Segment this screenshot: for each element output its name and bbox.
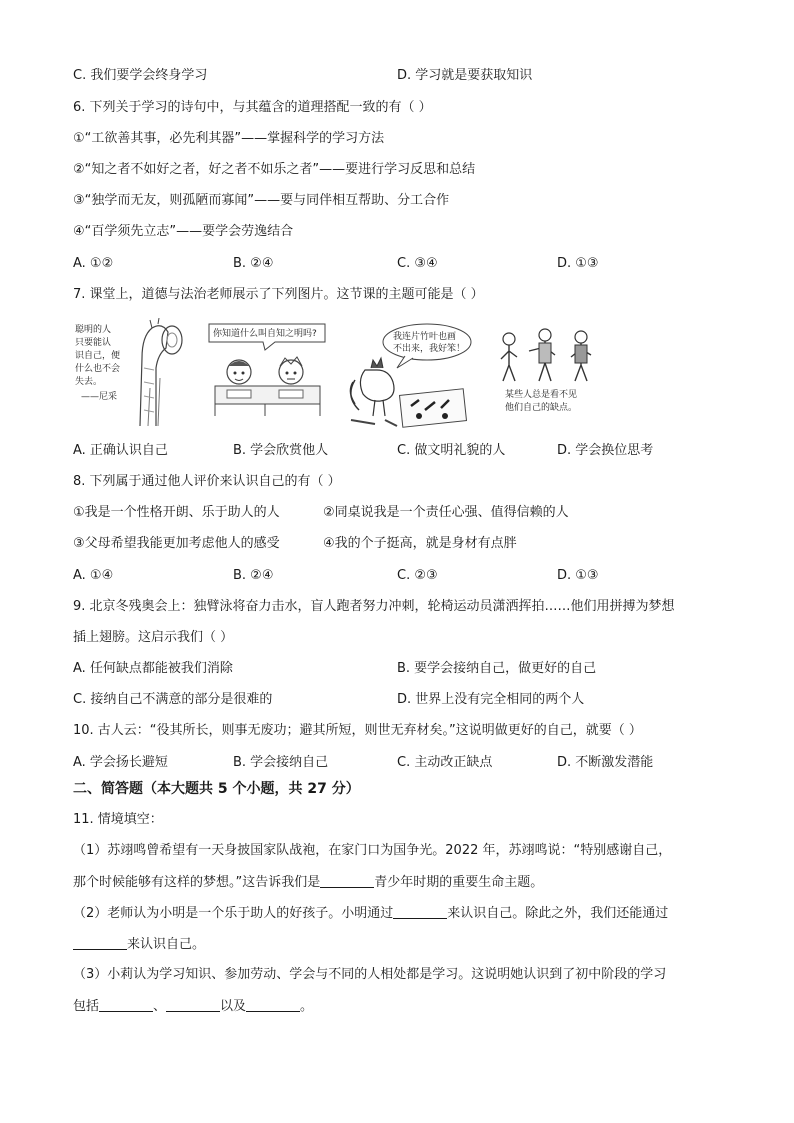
q9-option-b: B. 要学会接纳自己，做更好的自己 bbox=[397, 661, 597, 676]
q7-option-b: B. 学会欣赏他人 bbox=[233, 443, 329, 458]
q7-option-c: C. 做文明礼貌的人 bbox=[397, 443, 506, 458]
q11-blank-5[interactable] bbox=[166, 997, 220, 1012]
q7-option-d: D. 学会换位思考 bbox=[557, 443, 654, 458]
q7-stem: 7. 课堂上，道德与法治老师展示了下列图片。这节课的主题可能是（ ） bbox=[73, 287, 484, 302]
q6-option-c: C. ③④ bbox=[397, 256, 438, 271]
q5-option-d: D. 学习就是要获取知识 bbox=[397, 68, 533, 83]
q9-option-c: C. 接纳自己不满意的部分是很难的 bbox=[73, 692, 273, 707]
q11-blank-2[interactable] bbox=[393, 904, 447, 919]
q11-part3-separator: 、 bbox=[153, 999, 167, 1014]
q9-option-a: A. 任何缺点都能被我们消除 bbox=[73, 661, 233, 676]
q11-part1-text-a: 那个时候能够有这样的梦想。”这告诉我们是 bbox=[73, 875, 321, 890]
pic2-bubble-text: 你知道什么叫自知之明吗? bbox=[213, 329, 317, 339]
pic1-quote-line-5: 失去。 bbox=[75, 377, 103, 387]
q9-stem-line-2: 插上翅膀。这启示我们（ ） bbox=[73, 630, 234, 645]
q11-part1-line-1: （1）苏翊鸣曾希望有一天身披国家队战袍，在家门口为国争光。2022 年，苏翊鸣说：“特别感谢自己， bbox=[73, 843, 672, 858]
q11-part2-text-a: （2）老师认为小明是一个乐于助人的好孩子。小明通过 bbox=[73, 906, 394, 921]
q11-stem: 11. 情境填空： bbox=[73, 812, 163, 827]
q8-option-c: C. ②③ bbox=[397, 568, 438, 583]
pic3-bubble-line-1: 我连片竹叶也画 bbox=[393, 332, 457, 342]
q6-option-d: D. ①③ bbox=[557, 256, 599, 271]
q7-picture-4 bbox=[495, 325, 615, 425]
q10-option-a: A. 学会扬长避短 bbox=[73, 755, 168, 770]
section-2-title: 二、简答题（本大题共 5 个小题，共 27 分） bbox=[73, 781, 360, 797]
q11-part3-text-b: 以及 bbox=[220, 999, 247, 1014]
q6-stem: 6. 下列关于学习的诗句中，与其蕴含的道理搭配一致的有（ ） bbox=[73, 100, 432, 115]
q7-picture-1 bbox=[73, 318, 193, 428]
q11-blank-1[interactable] bbox=[320, 873, 374, 888]
q11-part2-line-2 bbox=[73, 935, 205, 954]
q11-blank-6[interactable] bbox=[246, 997, 300, 1012]
q8-option-b: B. ②④ bbox=[233, 568, 274, 583]
q6-item-3: ③“独学而无友，则孤陋而寡闻”——要与同伴相互帮助、分工合作 bbox=[73, 193, 450, 208]
pic1-quote-line-3: 识自己，便 bbox=[75, 351, 121, 361]
q11-blank-3[interactable] bbox=[73, 935, 127, 950]
pic1-quote-line-2: 只要能认 bbox=[75, 338, 112, 348]
q11-part1-line-2 bbox=[73, 873, 543, 892]
q6-item-1: ①“工欲善其事，必先利其器”——掌握科学的学习方法 bbox=[73, 131, 385, 146]
q10-option-d: D. 不断激发潜能 bbox=[557, 755, 654, 770]
q8-item-2: ②同桌说我是一个责任心强、值得信赖的人 bbox=[323, 505, 569, 520]
q11-part3-line-2 bbox=[73, 997, 313, 1016]
q11-part3-text-a: 包括 bbox=[73, 999, 100, 1014]
q10-stem: 10. 古人云：“役其所长，则事无废功；避其所短，则世无弃材矣。”这说明做更好的自己，就要（ ） bbox=[73, 723, 642, 738]
pic4-caption-line-2: 他们自己的缺点。 bbox=[505, 403, 578, 413]
q6-option-a: A. ①② bbox=[73, 256, 114, 271]
pic1-quote-author: ——尼采 bbox=[81, 392, 118, 402]
pic4-caption-line-1: 某些人总是看不见 bbox=[505, 390, 578, 400]
pic1-quote-line-4: 什么也不会 bbox=[75, 364, 121, 374]
q11-part2-text-b: 来认识自己。除此之外，我们还能通过 bbox=[447, 906, 669, 921]
q6-item-2: ②“知之者不如好之者，好之者不如乐之者”——要进行学习反思和总结 bbox=[73, 162, 476, 177]
giraffe-drawing bbox=[128, 318, 193, 428]
q7-option-a: A. 正确认识自己 bbox=[73, 443, 168, 458]
q11-part2-line-1 bbox=[73, 904, 668, 923]
q8-option-a: A. ①④ bbox=[73, 568, 114, 583]
q10-option-b: B. 学会接纳自己 bbox=[233, 755, 329, 770]
q7-picture-3 bbox=[345, 320, 475, 430]
q7-picture-2 bbox=[205, 320, 330, 420]
pic1-quote-line-1: 聪明的人 bbox=[75, 325, 112, 335]
q9-option-d: D. 世界上没有完全相同的两个人 bbox=[397, 692, 585, 707]
q5-option-c: C. 我们要学会终身学习 bbox=[73, 68, 208, 83]
q8-item-4: ④我的个子挺高，就是身材有点胖 bbox=[323, 536, 517, 551]
q9-stem-line-1: 9. 北京冬残奥会上：独臂泳将奋力击水，盲人跑者努力冲刺，轮椅运动员潇洒挥拍……他们用拼搏为梦想 bbox=[73, 599, 675, 614]
q8-item-1: ①我是一个性格开朗、乐于助人的人 bbox=[73, 505, 280, 520]
pic3-bubble-line-2: 不出来，我好笨！ bbox=[393, 344, 466, 354]
q11-part2-text-c: 来认识自己。 bbox=[127, 937, 206, 952]
q6-option-b: B. ②④ bbox=[233, 256, 274, 271]
q11-part3-line-1: （3）小莉认为学习知识、参加劳动、学会与不同的人相处都是学习。这说明她认识到了初中阶段的学习 bbox=[73, 967, 667, 982]
q11-part1-text-b: 青少年时期的重要生命主题。 bbox=[374, 875, 544, 890]
q11-part3-end: 。 bbox=[300, 999, 314, 1014]
q6-item-4: ④“百学须先立志”——要学会劳逸结合 bbox=[73, 224, 294, 239]
q10-option-c: C. 主动改正缺点 bbox=[397, 755, 493, 770]
q8-option-d: D. ①③ bbox=[557, 568, 599, 583]
q11-blank-4[interactable] bbox=[99, 997, 153, 1012]
q8-item-3: ③父母希望我能更加考虑他人的感受 bbox=[73, 536, 280, 551]
q8-stem: 8. 下列属于通过他人评价来认识自己的有（ ） bbox=[73, 474, 341, 489]
